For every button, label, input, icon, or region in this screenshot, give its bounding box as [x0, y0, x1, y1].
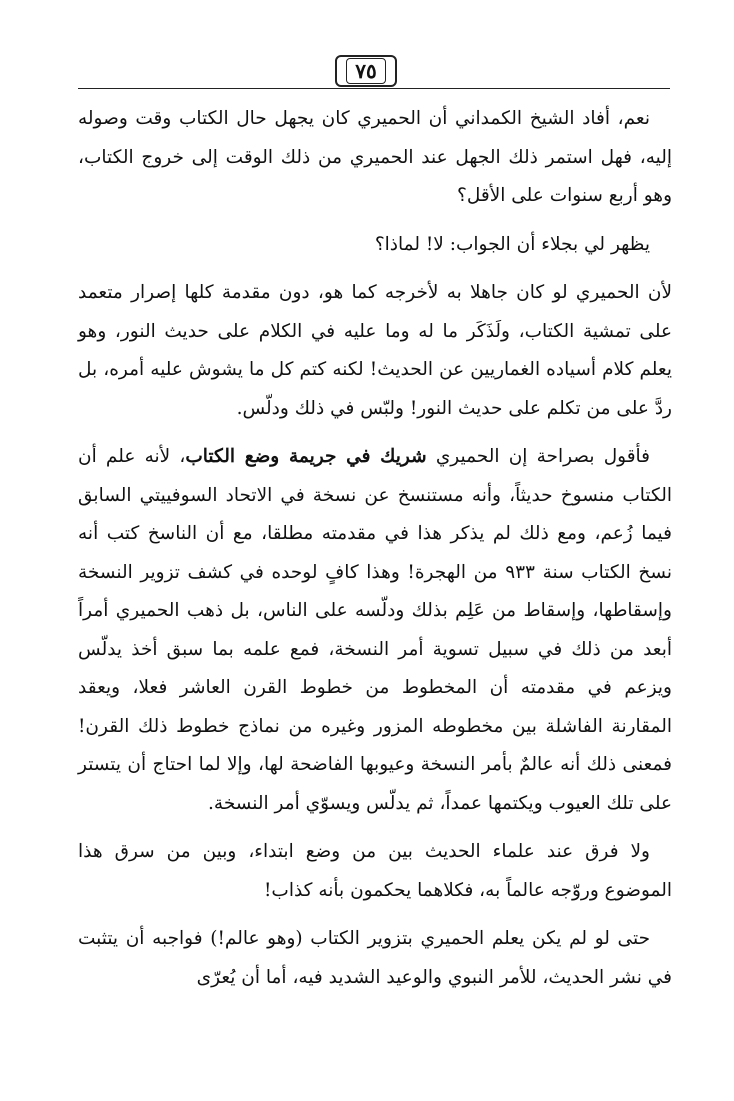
paragraph-2: يظهر لي بجلاء أن الجواب: لا! لماذا؟ — [374, 233, 650, 255]
paragraph-3: لأن الحميري لو كان جاهلا به لأخرجه كما هو، دون مقدمة كلها إصرار متعمد على تمشية الكتاب، ولَذَكَر ما له وما عليه في الكلام على حديث النور، وهو يعلم كلام أسياده الغماريين عن الحديث! لكنه كتم كل ما يشوش عليه أمره، بل ردَّ على من تكلم على حديث النور! ولبّس في ذلك ودلّس. — [78, 282, 672, 419]
paragraph-4-emphasis: شريك في جريمة وضع الكتاب — [185, 446, 427, 467]
paragraph-5: ولا فرق عند علماء الحديث بين من وضع ابتداء، وبين من سرق هذا الموضوع وروّجه عالماً به، فكلاهما يحكمون بأنه كذاب! — [78, 841, 672, 901]
paragraph-4-lead: فأقول بصراحة إن الحميري — [426, 446, 651, 467]
header-rule — [78, 88, 670, 89]
paragraph-4 — [78, 438, 672, 823]
paragraph-4-rest: ، لأنه علم أن الكتاب منسوخ حديثاً، وأنه مستنسخ عن نسخة في الاتحاد السوفييتي السابق فيما زُعم، ومع ذلك لم يذكر هذا في مقدمته مطلقا، مع أن الناسخ كتب أنه نسخ الكتاب سنة ٩٣٣ من الهجرة! وهذا كافٍ لوحده في كشف تزوير النسخة وإسقاطها، وإسقاط من عَلِم بذلك ودلّسه على الناس، بل ذهب الحميري أمراً أبعد من ذلك في سبيل تسوية أمر النسخة، فمع علمه بما سبق أخذ يدلّس ويزعم في مقدمته أن المخطوط من خطوط القرن العاشر فعلا، ويعقد المقارنة الفاشلة بين مخطوطه المزور وغيره من نماذج خطوط ذلك القرن! فمعنى ذلك أنه عالمٌ بأمر النسخة وعيوبها الفاضحة لها، وإلا لما احتاج أن يتستر على تلك العيوب ويكتمها عمداً، ثم يدلّس ويسوّي أمر النسخة. — [78, 446, 672, 814]
paragraph-1: نعم، أفاد الشيخ الكمداني أن الحميري كان يجهل حال الكتاب وقت وصوله إليه، فهل استمر ذلك الجهل عند الحميري من ذلك الوقت إلى خروج الكتاب، وهو أربع سنوات على الأقل؟ — [78, 108, 672, 206]
paragraph-6: حتى لو لم يكن يعلم الحميري بتزوير الكتاب (وهو عالم!) فواجبه أن يتثبت في نشر الحديث، للأمر النبوي والوعيد الشديد فيه، أما أن يُعرّى — [78, 928, 672, 988]
page-number-frame — [335, 55, 397, 87]
page-number: ٧٥ — [346, 58, 385, 84]
text-body — [78, 100, 672, 1007]
